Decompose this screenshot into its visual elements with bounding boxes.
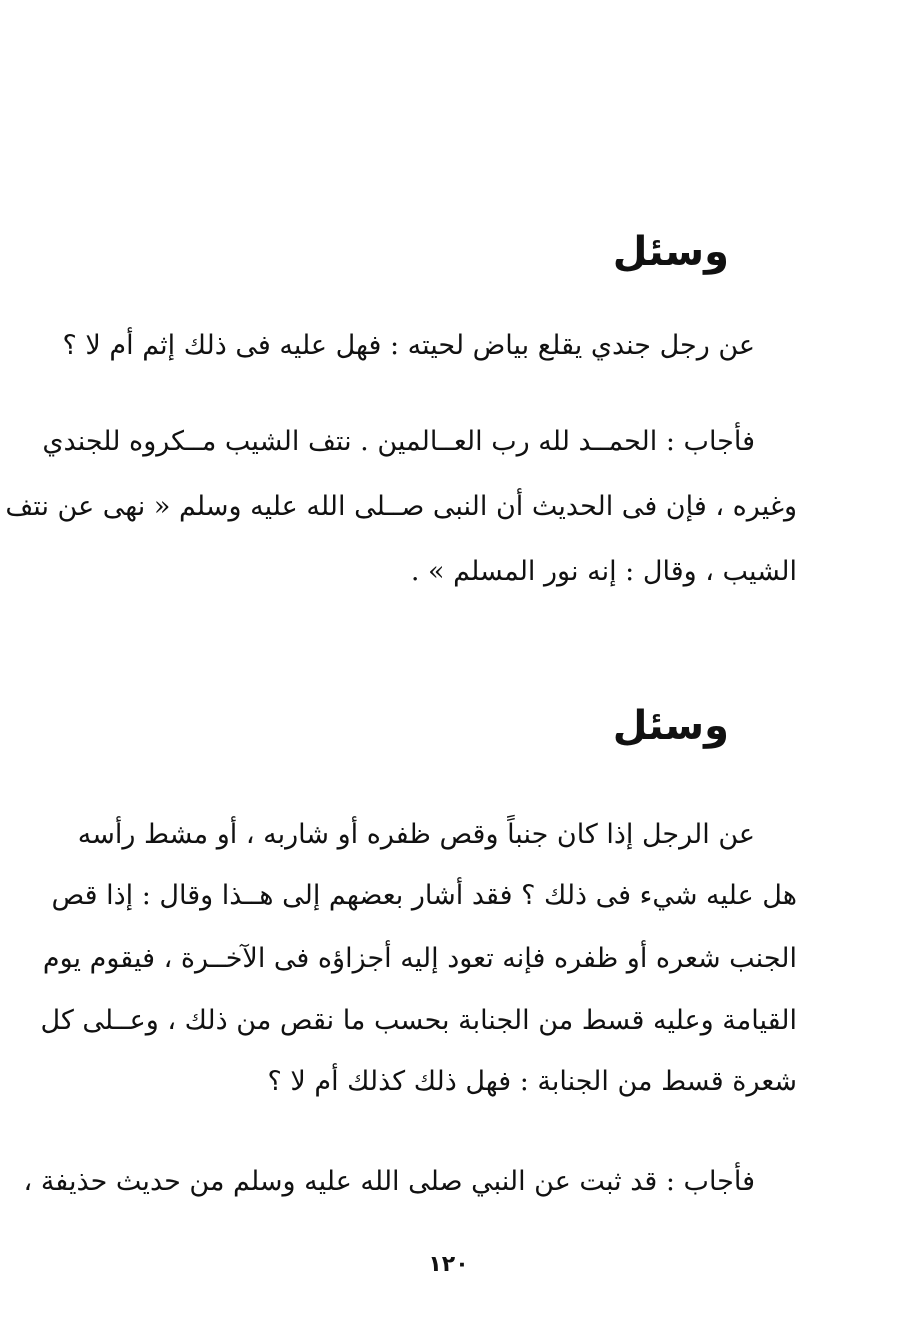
question-line: عن رجل جندي يقلع بياض لحيته : فهل عليه فى ذلك إثم أم لا ؟ (62, 330, 755, 361)
answer-line: الشيب ، وقال : إنه نور المسلم » . (410, 556, 797, 587)
question-line: هل عليه شيء فى ذلك ؟ فقد أشار بعضهم إلى هــذا وقال : إذا قص (51, 880, 797, 911)
page-number: ١٢٠ (428, 1252, 469, 1277)
section-heading: وسئل (612, 703, 729, 749)
answer-line: فأجاب : قد ثبت عن النبي صلى الله عليه وسلم من حديث حذيفة ، (23, 1166, 755, 1197)
section-heading: وسئل (612, 229, 729, 275)
question-line: القيامة وعليه قسط من الجنابة بحسب ما نقص من ذلك ، وعــلى كل (40, 1005, 797, 1036)
question-line: شعرة قسط من الجنابة : فهل ذلك كذلك أم لا ؟ (267, 1066, 797, 1097)
question-line: الجنب شعره أو ظفره فإنه تعود إليه أجزاؤه فى الآخــرة ، فيقوم يوم (42, 943, 797, 974)
answer-line: وغيره ، فإن فى الحديث أن النبى صــلى الله عليه وسلم « نهى عن نتف (5, 491, 797, 522)
question-line: عن الرجل إذا كان جنباً وقص ظفره أو شاربه ، أو مشط رأسه (77, 819, 755, 850)
answer-line: فأجاب : الحمــد لله رب العــالمين . نتف الشيب مــكروه للجندي (42, 426, 755, 457)
